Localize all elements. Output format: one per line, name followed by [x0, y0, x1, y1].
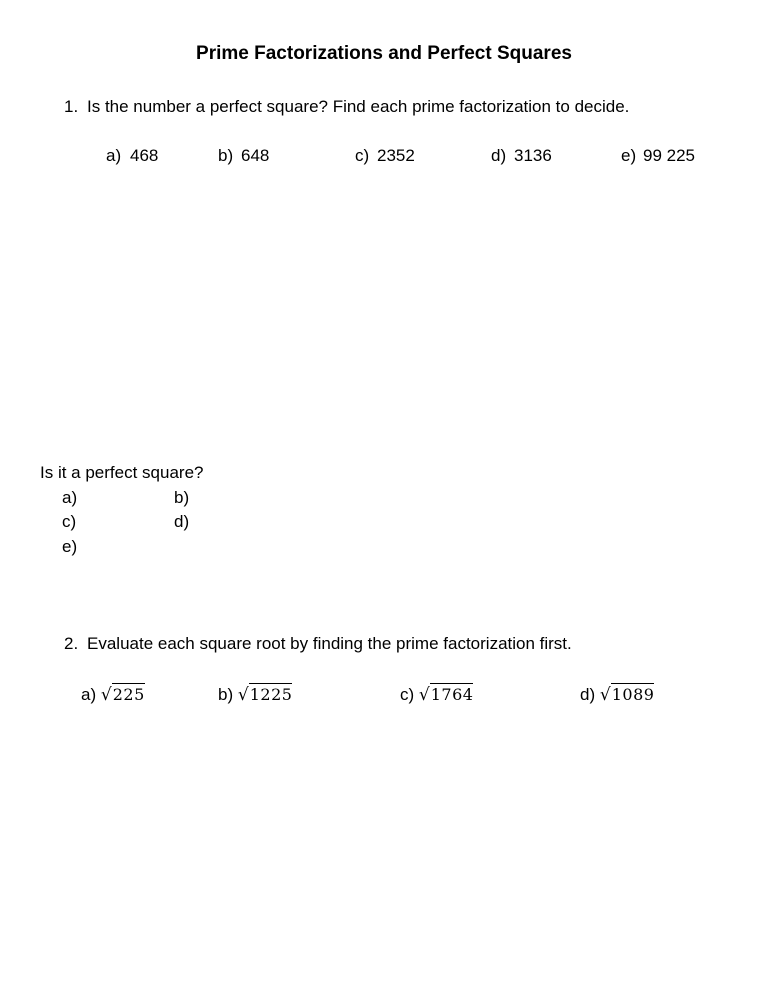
answer-label-d: d)	[174, 512, 190, 531]
q2-part-d	[580, 686, 654, 704]
q1-part-b-label: b)	[218, 146, 234, 165]
question-2-number: 2.	[64, 634, 79, 653]
question-1-prompt: Is the number a perfect square? Find each prime factorization to decide.	[87, 97, 630, 116]
answer-label-a: a)	[62, 488, 78, 507]
radical-sign: √	[418, 685, 430, 705]
page-title: Prime Factorizations and Perfect Squares	[196, 43, 572, 64]
square-root-expression	[101, 687, 145, 704]
q1-part-b-value: 648	[241, 146, 270, 165]
q2-part-a-label: a)	[81, 685, 97, 704]
q2-part-b-label: b)	[218, 685, 234, 704]
answer-label-e: e)	[62, 537, 78, 556]
q2-part-c	[400, 686, 473, 704]
q2-part-b-radicand: 1225	[249, 685, 293, 704]
answer-label-b: b)	[174, 488, 190, 507]
q2-part-a	[81, 686, 145, 704]
q1-part-c-value: 2352	[377, 146, 415, 165]
q2-part-c-radicand: 1764	[430, 685, 474, 704]
q1-part-e-label: e)	[621, 146, 637, 165]
radical-sign: √	[599, 685, 611, 705]
radical-sign: √	[237, 685, 249, 705]
square-root-expression	[419, 687, 474, 704]
q1-part-a-label: a)	[106, 146, 122, 165]
q2-part-b	[218, 686, 292, 704]
answer-heading: Is it a perfect square?	[40, 463, 204, 482]
q1-part-d-value: 3136	[514, 146, 552, 165]
q2-part-c-label: c)	[400, 685, 415, 704]
square-root-expression	[600, 687, 655, 704]
q2-part-a-radicand: 225	[112, 685, 145, 704]
square-root-expression	[238, 687, 293, 704]
q2-part-d-radicand: 1089	[611, 685, 655, 704]
question-2-prompt: Evaluate each square root by finding the prime factorization first.	[87, 634, 572, 653]
q2-part-d-label: d)	[580, 685, 596, 704]
answer-label-c: c)	[62, 512, 77, 531]
radical-sign: √	[100, 685, 112, 705]
q1-part-d-label: d)	[491, 146, 507, 165]
q1-part-c-label: c)	[355, 146, 370, 165]
q1-part-a-value: 468	[130, 146, 159, 165]
question-1-number: 1.	[64, 97, 79, 116]
q1-part-e-value: 99 225	[643, 146, 695, 165]
